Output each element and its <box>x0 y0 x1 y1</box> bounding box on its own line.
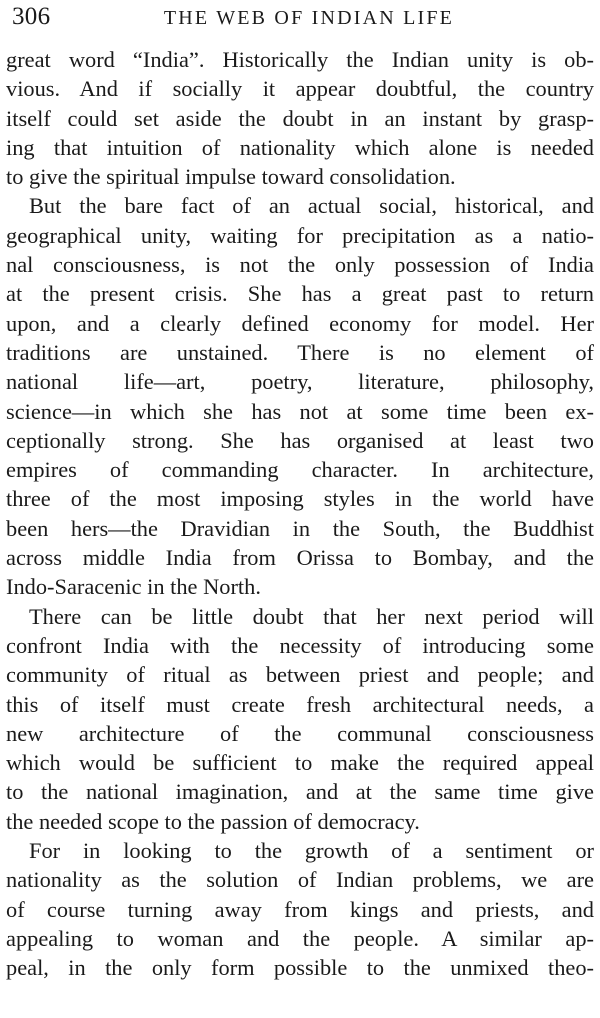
text-line: national life—art, poetry, literature, philosophy, <box>6 369 594 395</box>
text-line: But the bare fact of an actual social, historical, and <box>29 193 594 219</box>
text-line: nal consciousness, is not the only possession of India <box>6 252 594 278</box>
text-line: confront India with the necessity of introducing some <box>6 632 594 658</box>
running-title: THE WEB OF INDIAN LIFE <box>163 7 455 29</box>
text-line: which would be sufficient to make the required appeal <box>6 750 594 776</box>
text-line: to the national imagination, and at the same time give <box>6 779 594 805</box>
text-line: been hers—the Dravidian in the South, the Buddhist <box>6 515 594 541</box>
text-line: community of ritual as between priest and people; and <box>6 662 594 688</box>
text-line: ceptionally strong. She has organised at least two <box>6 427 594 453</box>
text-line: empires of commanding character. In architecture, <box>6 457 594 483</box>
paragraph <box>6 836 594 982</box>
text-line: For in looking to the growth of a sentiment or <box>29 838 594 864</box>
text-line: upon, and a clearly defined economy for model. Her <box>6 310 594 336</box>
text-line: ing that intuition of nationality which alone is needed <box>6 134 594 160</box>
text-line: vious. And if socially it appear doubtful, the country <box>6 76 594 102</box>
text-line: There can be little doubt that her next period will <box>29 603 594 629</box>
page-header <box>6 0 594 44</box>
text-line: appealing to woman and the people. A similar ap- <box>6 925 594 951</box>
paragraph <box>6 191 594 601</box>
text-line: at the present crisis. She has a great past to return <box>6 281 594 307</box>
text-line: geographical unity, waiting for precipitation as a natio- <box>6 222 594 248</box>
text-line: itself could set aside the doubt in an instant by grasp- <box>6 105 594 131</box>
text-line: new architecture of the communal consciousness <box>6 720 594 746</box>
text-line: great word “India”. Historically the Indian unity is ob- <box>6 47 594 72</box>
paragraph <box>6 45 594 191</box>
body-text <box>6 45 594 983</box>
text-line: the needed scope to the passion of democracy. <box>6 808 420 834</box>
text-line: science—in which she has not at some time been ex- <box>6 398 594 424</box>
text-line: peal, in the only form possible to the unmixed theo- <box>6 955 594 981</box>
paragraph <box>6 602 594 836</box>
text-line: to give the spiritual impulse toward consolidation. <box>6 164 456 190</box>
page-number: 306 <box>12 3 51 30</box>
text-line: of course turning away from kings and priests, and <box>6 896 594 922</box>
text-line: this of itself must create fresh architectural needs, a <box>6 691 594 717</box>
text-line: nationality as the solution of Indian problems, we are <box>6 867 594 893</box>
text-line: traditions are unstained. There is no element of <box>6 339 594 365</box>
text-line: Indo-Saracenic in the North. <box>6 574 261 600</box>
text-line: three of the most imposing styles in the world have <box>6 486 594 512</box>
text-line: across middle India from Orissa to Bombay, and the <box>6 545 594 571</box>
